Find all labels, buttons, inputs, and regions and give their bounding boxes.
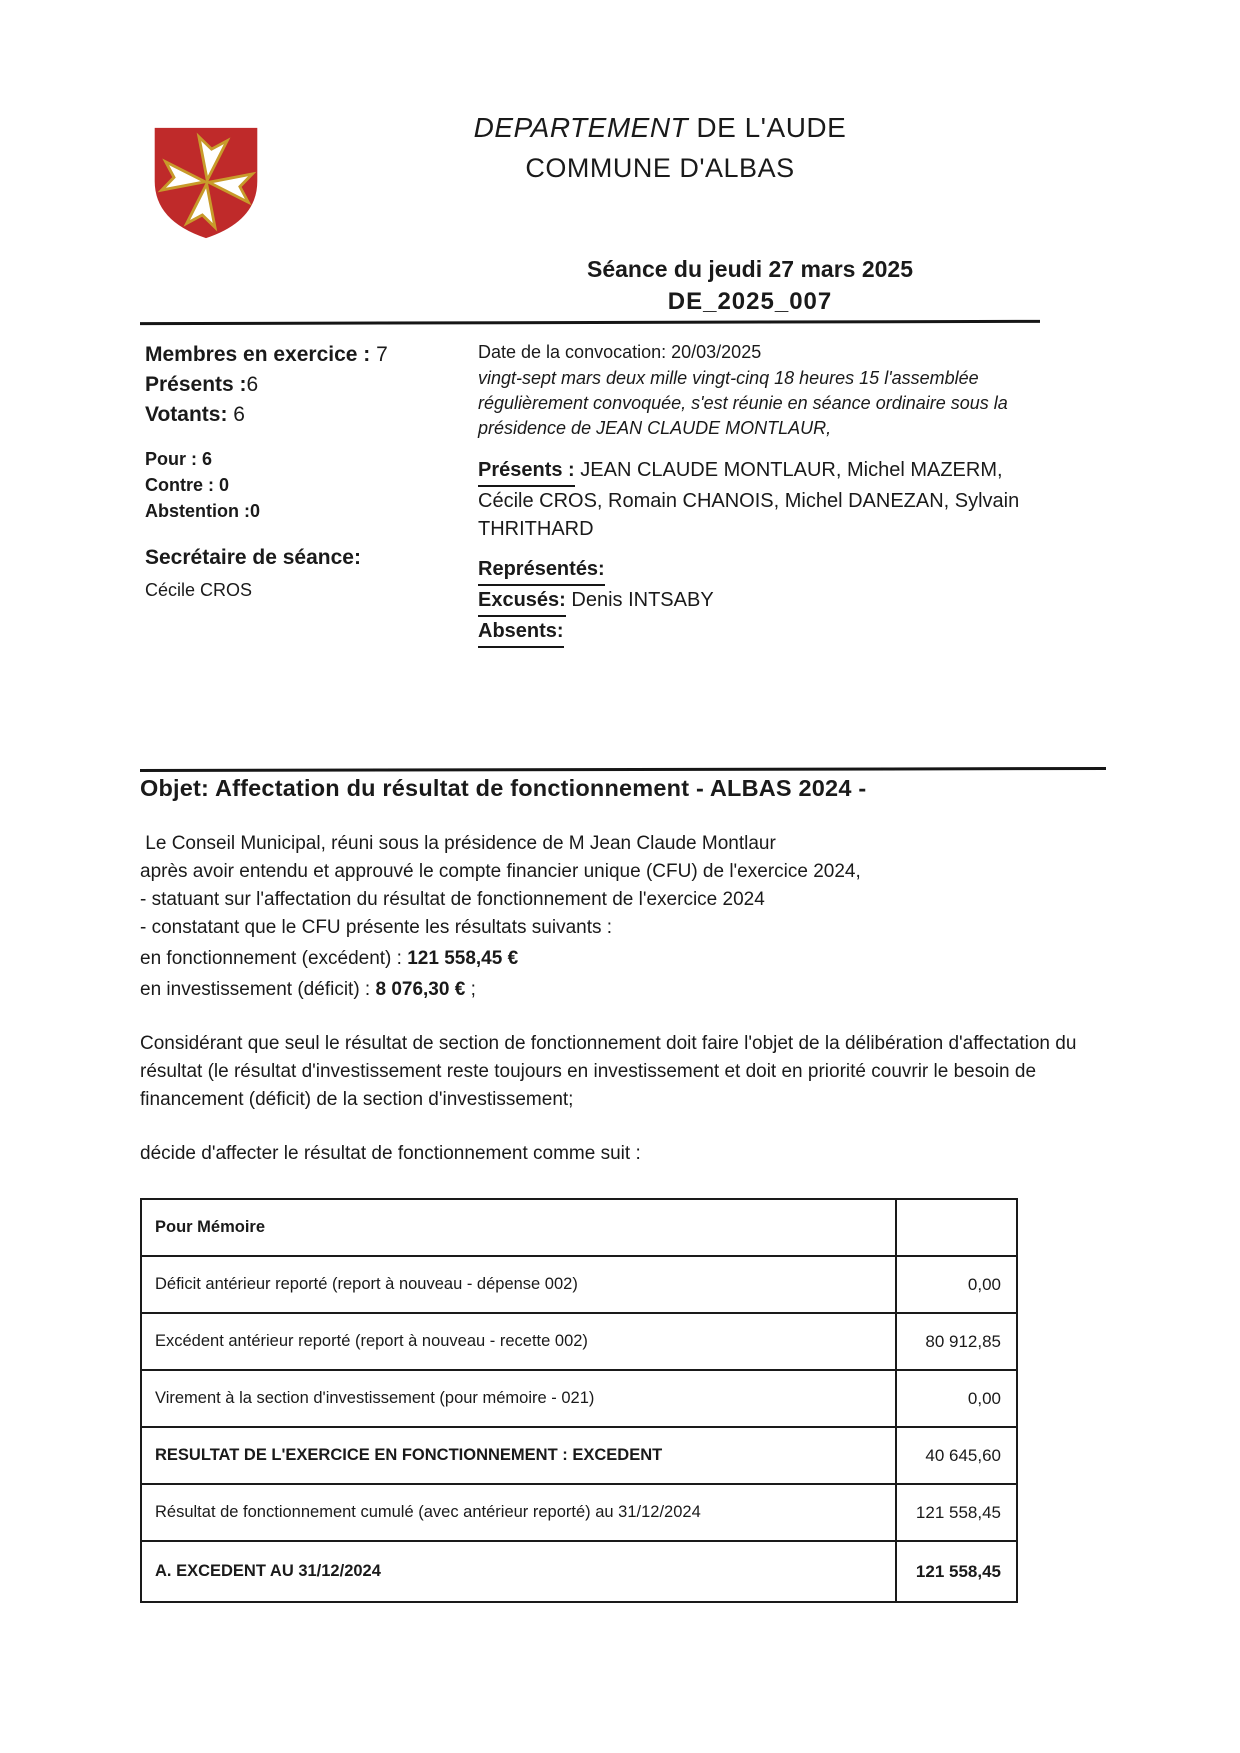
- convocation-detail: vingt-sept mars deux mille vingt-cinq 18 heures 15 l'assemblée régulièrement convoquée, s'est réunie en séance ordinaire sous la présidence de JEAN CLAUDE MONTLAUR,: [478, 368, 1008, 438]
- vote-contre: Contre : 0: [145, 475, 230, 495]
- document-header: [330, 112, 990, 184]
- row-label: Résultat de fonctionnement cumulé (avec antérieur reporté) au 31/12/2024: [141, 1484, 896, 1541]
- doc-reference: DE_2025_007: [667, 288, 833, 315]
- result-allocation-table: [140, 1198, 1018, 1603]
- body-line: - constatant que le CFU présente les résultats suivants :: [140, 917, 613, 938]
- row-label: A. EXCEDENT AU 31/12/2024: [141, 1541, 896, 1602]
- row-label: Pour Mémoire: [141, 1199, 896, 1256]
- row-value: [896, 1199, 1017, 1256]
- divider-top: [140, 320, 1040, 325]
- objet-title: Objet: Affectation du résultat de fonctionnement - ALBAS 2024 -: [140, 775, 867, 801]
- representes-row: [478, 555, 1048, 586]
- row-label: Virement à la section d'investissement (pour mémoire - 021): [141, 1370, 896, 1427]
- department-line: [330, 112, 990, 144]
- considerant-paragraph: Considérant que seul le résultat de section de fonctionnement doit faire l'objet de la délibération d'affectation du résultat (le résultat d'investissement reste toujours en investissement et doit en priorité couvrir le besoin de financement (déficit) de la section d'investissement;: [140, 1033, 1077, 1110]
- presents-list: [478, 456, 1048, 543]
- investissement-amount: 8 076,30 €: [375, 979, 466, 1000]
- row-value: 80 912,85: [896, 1313, 1017, 1370]
- representes-label: Représentés:: [478, 555, 605, 586]
- fonctionnement-amount: 121 558,45 €: [407, 948, 519, 969]
- excuses-row: [478, 586, 1048, 617]
- vote-summary-column: [145, 340, 475, 601]
- table-row: [141, 1256, 1017, 1313]
- secretary-name: Cécile CROS: [145, 580, 253, 600]
- table-row: [141, 1541, 1017, 1602]
- row-label: RESULTAT DE L'EXERCICE EN FONCTIONNEMENT : EXCEDENT: [141, 1427, 896, 1484]
- commune-line: COMMUNE D'ALBAS: [525, 153, 795, 183]
- session-date: Séance du jeudi 27 mars 2025: [586, 256, 913, 282]
- vote-abstention: Abstention :0: [145, 501, 260, 521]
- absents-row: [478, 617, 1048, 648]
- table-row: [141, 1199, 1017, 1256]
- convocation-date: Date de la convocation: 20/03/2025: [478, 342, 762, 362]
- absents-label: Absents:: [478, 617, 564, 648]
- body-line: après avoir entendu et approuvé le compte financier unique (CFU) de l'exercice 2024,: [140, 861, 861, 882]
- presents-count: Présents :6: [145, 373, 259, 396]
- divider-objet: [140, 767, 1106, 772]
- votants-count: Votants: 6: [145, 403, 245, 426]
- deliberation-body: [140, 830, 1115, 1168]
- body-line: - statuant sur l'affectation du résultat de fonctionnement de l'exercice 2024: [140, 889, 765, 910]
- investissement-result: en investissement (déficit) : 8 076,30 € ;: [140, 979, 476, 1000]
- decide-line: décide d'affecter le résultat de fonctionnement comme suit :: [140, 1143, 641, 1164]
- vote-pour: Pour : 6: [145, 449, 213, 469]
- table-row: [141, 1427, 1017, 1484]
- row-value: 121 558,45: [896, 1484, 1017, 1541]
- table-row: [141, 1484, 1017, 1541]
- department-word: DEPARTEMENT: [473, 112, 689, 143]
- department-rest: DE L'AUDE: [688, 112, 847, 143]
- maltese-cross-shield-icon: [148, 126, 264, 240]
- table-row: [141, 1313, 1017, 1370]
- presents-label: Présents :: [478, 456, 575, 487]
- attendance-lists: [478, 555, 1048, 648]
- row-value: 0,00: [896, 1370, 1017, 1427]
- row-label: Excédent antérieur reporté (report à nouveau - recette 002): [141, 1313, 896, 1370]
- attendance-column: [478, 340, 1048, 648]
- fonctionnement-result: en fonctionnement (excédent) : 121 558,45 €: [140, 948, 519, 969]
- row-value: 121 558,45: [896, 1541, 1017, 1602]
- excuses-names: Denis INTSABY: [565, 589, 714, 611]
- row-value: 0,00: [896, 1256, 1017, 1313]
- excuses-label: Excusés:: [478, 586, 566, 617]
- members-in-office: Membres en exercice : 7: [145, 343, 388, 366]
- presents-names: JEAN CLAUDE MONTLAUR, Michel MAZERM, Cécile CROS, Romain CHANOIS, Michel DANEZAN, Sylvain THRITHARD: [478, 459, 1020, 540]
- secretary-label: Secrétaire de séance:: [145, 546, 361, 569]
- row-value: 40 645,60: [896, 1427, 1017, 1484]
- row-label: Déficit antérieur reporté (report à nouveau - dépense 002): [141, 1256, 896, 1313]
- table-row: [141, 1370, 1017, 1427]
- body-line: Le Conseil Municipal, réuni sous la présidence de M Jean Claude Montlaur: [140, 833, 776, 854]
- albas-crest: [148, 126, 264, 240]
